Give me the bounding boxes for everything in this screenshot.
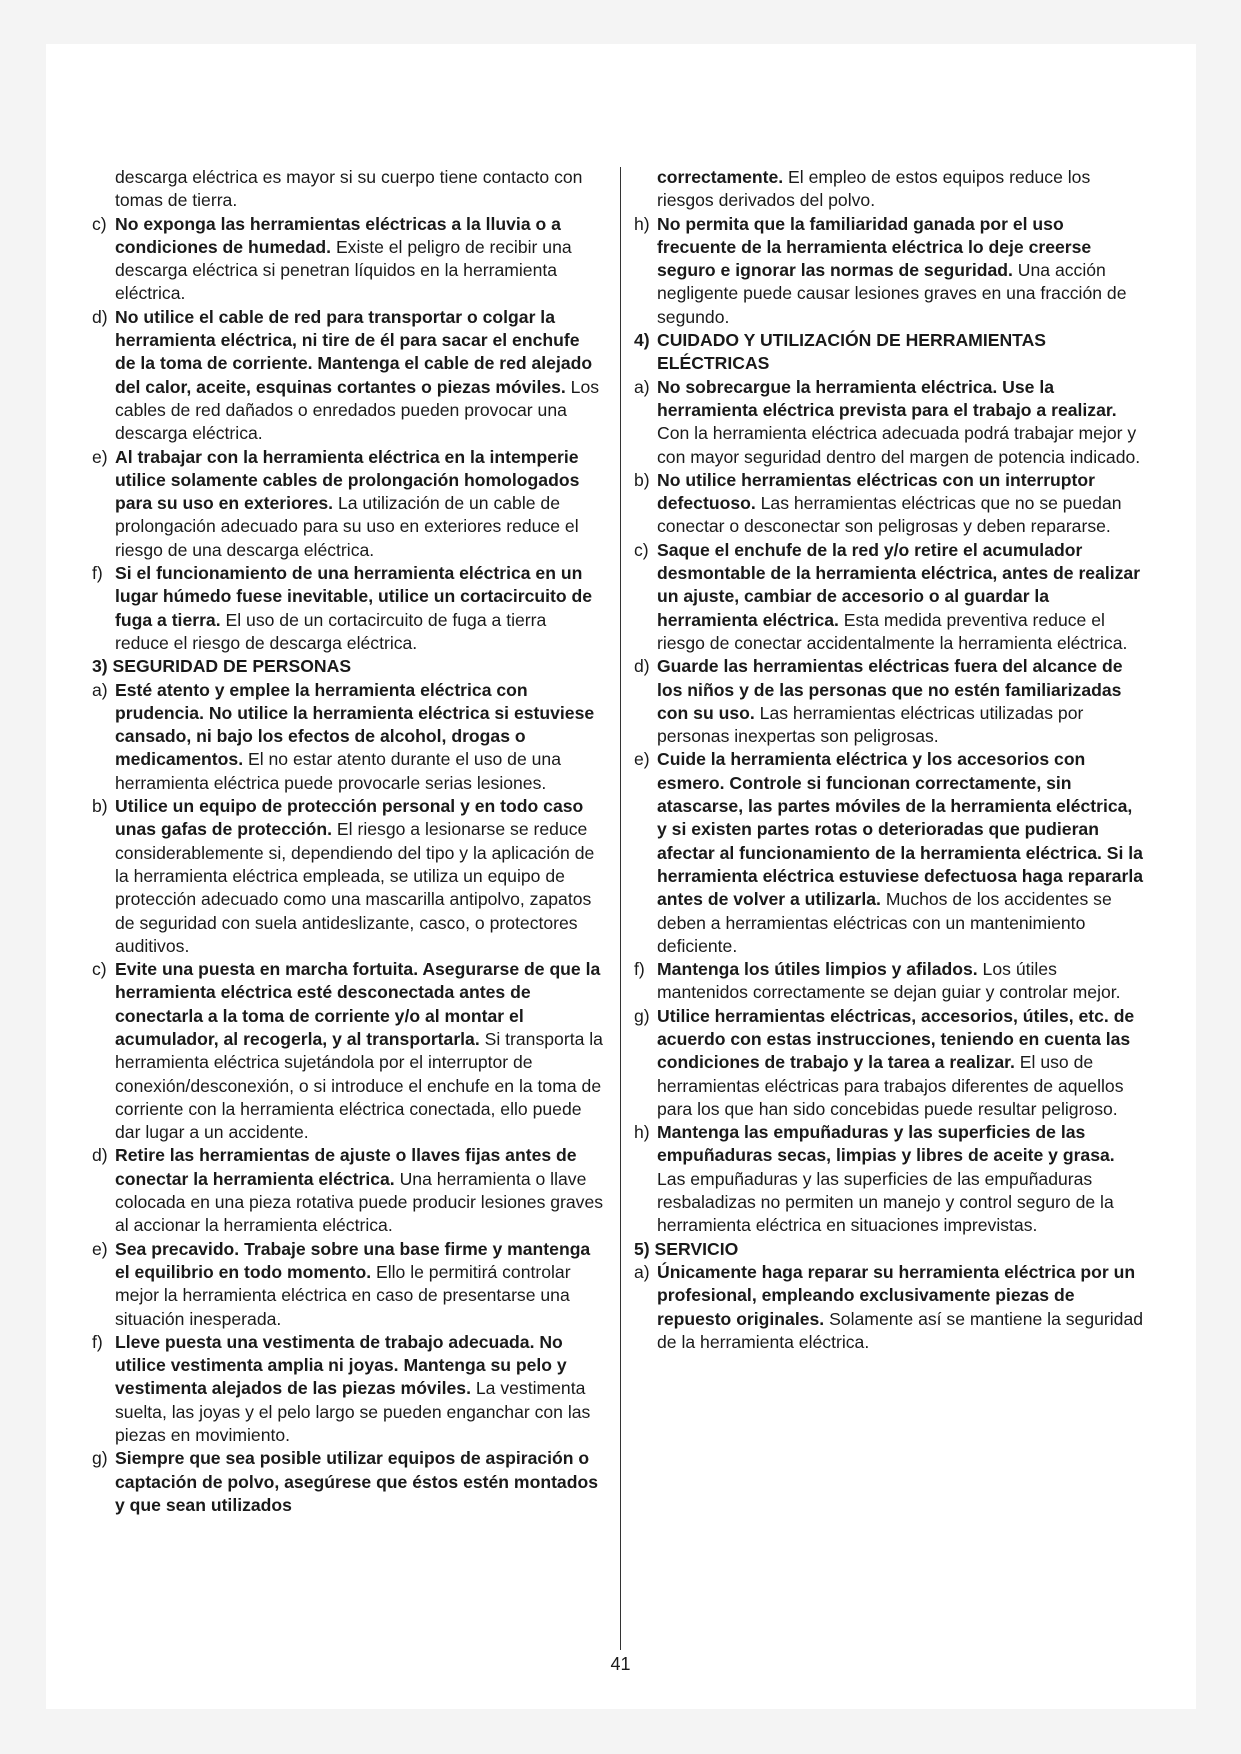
list-item (92, 306, 604, 446)
page-number: 41 (610, 1654, 631, 1674)
item-text: Una acción negligente puede causar lesiones graves en una fracción de segundo. (657, 260, 1127, 327)
section-number: 4) (634, 330, 650, 351)
item-bold-text: Utilice herramientas eléctricas, accesorios, útiles, etc. de acuerdo con estas instrucciones, teniendo en cuenta las condiciones de trabajo y la tarea a realizar. (657, 1005, 1135, 1073)
item-text: Ello le permitirá controlar mejor la herramienta eléctrica en caso de presentarse una situación inesperada. (115, 1261, 571, 1329)
item-bold-text: Retire las herramientas de ajuste o llaves fijas antes de conectar la herramienta eléctrica. (115, 1145, 577, 1189)
electrical-safety-list-cont (92, 213, 604, 656)
list-item (92, 679, 604, 795)
list-item (634, 1005, 1146, 1121)
item-bold-text: Cuide la herramienta eléctrica y los accesorios con esmero. Controle si funcionan correctamente, sin atascarse, las partes móviles de la herramienta eléctrica, y si existen partes rotas o deterioradas que pudieran afectar al funcionamiento de la herramienta eléctrica. Si la herramienta eléctrica estuviese defectuosa haga repararla antes de volver a utilizarla. (657, 749, 1144, 910)
section-heading-service: 5) SERVICIO (634, 1238, 739, 1259)
service-list (634, 1261, 1146, 1354)
list-item (634, 213, 1146, 329)
section-title: CUIDADO Y UTILIZACIÓN DE HERRAMIENTAS (657, 330, 1047, 351)
continued-paragraph: descarga eléctrica es mayor si su cuerpo tiene contacto con tomas de tierra. (115, 167, 583, 211)
item-bold-text: Sea precavido. Trabaje sobre una base firme y mantenga el equilibrio en todo momento. (115, 1238, 591, 1282)
item-bold-text: Si el funcionamiento de una herramienta eléctrica en un lugar húmedo fuese inevitable, utilice un cortacircuito de fuga a tierra. (115, 563, 593, 630)
continued-text: El empleo de estos equipos reduce los riesgos derivados del polvo. (657, 167, 1091, 211)
personal-safety-list-cont (634, 213, 1146, 329)
list-item (92, 795, 604, 958)
continued-paragraph (634, 166, 1146, 213)
item-text: Las herramientas eléctricas que no se puedan conectar o desconectar son peligrosas y deben repararse. (657, 493, 1122, 537)
item-label: d) (634, 656, 650, 677)
list-item (634, 1261, 1146, 1354)
list-item (92, 958, 604, 1144)
tool-care-list (634, 376, 1146, 1238)
item-bold-text: Únicamente haga reparar su herramienta eléctrica por un profesional, empleando exclusivamente piezas de repuesto originales. (657, 1261, 1136, 1329)
list-item (634, 1121, 1146, 1237)
item-bold-text: No sobrecargue la herramienta eléctrica. Use la herramienta eléctrica prevista para el trabajo a realizar. (657, 376, 1117, 420)
item-label: e) (92, 446, 108, 467)
list-item (92, 1144, 604, 1237)
item-text: La utilización de un cable de prolongación adecuado para su uso en exteriores reduce el riesgo de una descarga eléctrica. (115, 493, 579, 560)
item-label: d) (92, 306, 108, 327)
right-column (634, 166, 1146, 1354)
item-text: Los útiles mantenidos correctamente se dejan guiar y controlar mejor. (657, 959, 1121, 1003)
item-text: Esta medida preventiva reduce el riesgo de conectar accidentalmente la herramienta eléctrica. (657, 609, 1128, 653)
list-item (92, 213, 604, 306)
item-text: Los cables de red dañados o enredados pueden provocar una descarga eléctrica. (115, 376, 600, 444)
list-item (634, 655, 1146, 748)
item-bold-text: No permita que la familiaridad ganada por el uso frecuente de la herramienta eléctrica lo deje creerse seguro e ignorar las normas de seguridad. (657, 213, 1092, 281)
item-label: b) (634, 469, 650, 490)
item-text: El riesgo a lesionarse se reduce considerablemente si, dependiendo del tipo y la aplicación de la herramienta eléctrica empleada, se utiliza un equipo de protección adecuado como una mascarilla antipolvo, zapatos de seguridad con suela antideslizante, casco, o protectores auditivos. (115, 819, 595, 956)
item-bold-text: Lleve puesta una vestimenta de trabajo adecuada. No utilice vestimenta amplia ni joyas. Mantenga su pelo y vestimenta alejados de las piezas móviles. (115, 1331, 567, 1399)
item-bold-text: Saque el enchufe de la red y/o retire el acumulador desmontable de la herramienta eléctrica, antes de realizar un ajuste, cambiar de accesorio o al guardar la herramienta eléctrica. (657, 539, 1141, 630)
section-heading-tool-care-line2: ELÉCTRICAS (657, 353, 770, 374)
item-label: f) (92, 563, 103, 584)
list-item (92, 1238, 604, 1331)
item-text: Si transporta la herramienta eléctrica sujetándola por el interruptor de conexión/desconexión, o si introduce el enchufe en la toma de corriente con la herramienta eléctrica conectada, ello puede dar lugar a un accidente. (115, 1028, 603, 1143)
item-label: e) (92, 1238, 108, 1259)
item-label: b) (92, 796, 108, 817)
item-bold-text: Mantenga las empuñaduras y las superficies de las empuñaduras secas, limpias y libres de aceite y grasa. (657, 1122, 1115, 1166)
list-item (92, 1331, 604, 1447)
item-label: d) (92, 1145, 108, 1166)
item-bold-text: Al trabajar con la herramienta eléctrica en la intemperie utilice solamente cables de prolongación homologados para su uso en exteriores. (115, 446, 580, 514)
item-text: Con la herramienta eléctrica adecuada podrá trabajar mejor y con mayor seguridad dentro del margen de potencia indicado. (657, 423, 1141, 467)
list-item (92, 562, 604, 655)
item-label: f) (634, 959, 645, 980)
item-label: f) (92, 1331, 103, 1352)
item-bold-text: No utilice herramientas eléctricas con un interruptor defectuoso. (657, 469, 1096, 514)
list-item (634, 748, 1146, 958)
item-label: c) (92, 959, 107, 980)
item-text: El uso de un cortacircuito de fuga a tierra reduce el riesgo de descarga eléctrica. (115, 609, 547, 653)
item-bold-text: Evite una puesta en marcha fortuita. Asegurarse de que la herramienta eléctrica esté desconectada antes de conectarla a la toma de corriente y/o al montar el acumulador, al recogerla, y al transportarla. (115, 959, 601, 1049)
item-text: Las herramientas eléctricas utilizadas por personas inexpertas son peligrosas. (657, 702, 1084, 747)
list-item (92, 1447, 604, 1517)
list-item (634, 539, 1146, 655)
section-heading-tool-care (634, 329, 1146, 352)
item-label: g) (92, 1448, 108, 1469)
item-label: a) (634, 1261, 650, 1282)
item-text: Una herramienta o llave colocada en una pieza rotativa puede producir lesiones graves al accionar la herramienta eléctrica. (115, 1168, 604, 1236)
item-bold-text: Utilice un equipo de protección personal y en todo caso unas gafas de protección. (115, 796, 584, 840)
list-item (634, 469, 1146, 539)
item-label: h) (634, 1122, 650, 1143)
item-label: c) (92, 213, 107, 234)
item-bold-text: Siempre que sea posible utilizar equipos de aspiración o captación de polvo, asegúrese que éstos estén montados y que sean utilizados (115, 1448, 598, 1515)
item-label: e) (634, 749, 650, 770)
item-label: a) (92, 679, 108, 700)
item-bold-text: No exponga las herramientas eléctricas a la lluvia o a condiciones de humedad. (115, 213, 561, 257)
item-text: Existe el peligro de recibir una descarga eléctrica si penetran líquidos en la herramienta eléctrica. (115, 236, 572, 304)
list-item (92, 446, 604, 562)
item-text: El no estar atento durante el uso de una herramienta eléctrica puede provocarle serias lesiones. (115, 749, 561, 793)
item-text: Las empuñaduras y las superficies de las empuñaduras resbaladizas no permiten un manejo y control seguro de la herramienta eléctrica en situaciones imprevistas. (657, 1168, 1114, 1236)
section-heading-personal-safety: 3) SEGURIDAD DE PERSONAS (92, 656, 352, 677)
continued-bold: correctamente. (657, 167, 784, 187)
item-text: Solamente así se mantiene la seguridad de la herramienta eléctrica. (657, 1308, 1144, 1352)
left-column (92, 166, 604, 1517)
list-item (634, 958, 1146, 1005)
personal-safety-list (92, 679, 604, 1518)
item-bold-text: Guarde las herramientas eléctricas fuera del alcance de los niños y de las personas que no estén familiarizadas con su uso. (657, 656, 1123, 723)
item-bold-text: Mantenga los útiles limpios y afilados. (657, 959, 978, 980)
item-label: a) (634, 376, 650, 397)
item-text: La vestimenta suelta, las joyas y el pelo largo se pueden enganchar con las piezas en movimiento. (115, 1378, 591, 1446)
item-bold-text: Esté atento y emplee la herramienta eléctrica con prudencia. No utilice la herramienta eléctrica si estuviese cansado, ni bajo los efectos de alcohol, drogas o medicamentos. (115, 679, 595, 770)
item-text: Muchos de los accidentes se deben a herramientas eléctricas con un mantenimiento deficiente. (657, 889, 1112, 956)
list-item (634, 376, 1146, 469)
item-label: c) (634, 539, 649, 560)
item-bold-text: No utilice el cable de red para transportar o colgar la herramienta eléctrica, ni tire de él para sacar el enchufe de la toma de corriente. Mantenga el cable de red alejado del calor, aceite, esquinas cortantes o piezas móviles. (115, 306, 593, 397)
column-divider (620, 167, 621, 1650)
item-text: El uso de herramientas eléctricas para trabajos diferentes de aquellos para los que han sido concebidas puede resultar peligroso. (657, 1052, 1124, 1119)
item-label: g) (634, 1005, 650, 1026)
item-label: h) (634, 213, 650, 234)
